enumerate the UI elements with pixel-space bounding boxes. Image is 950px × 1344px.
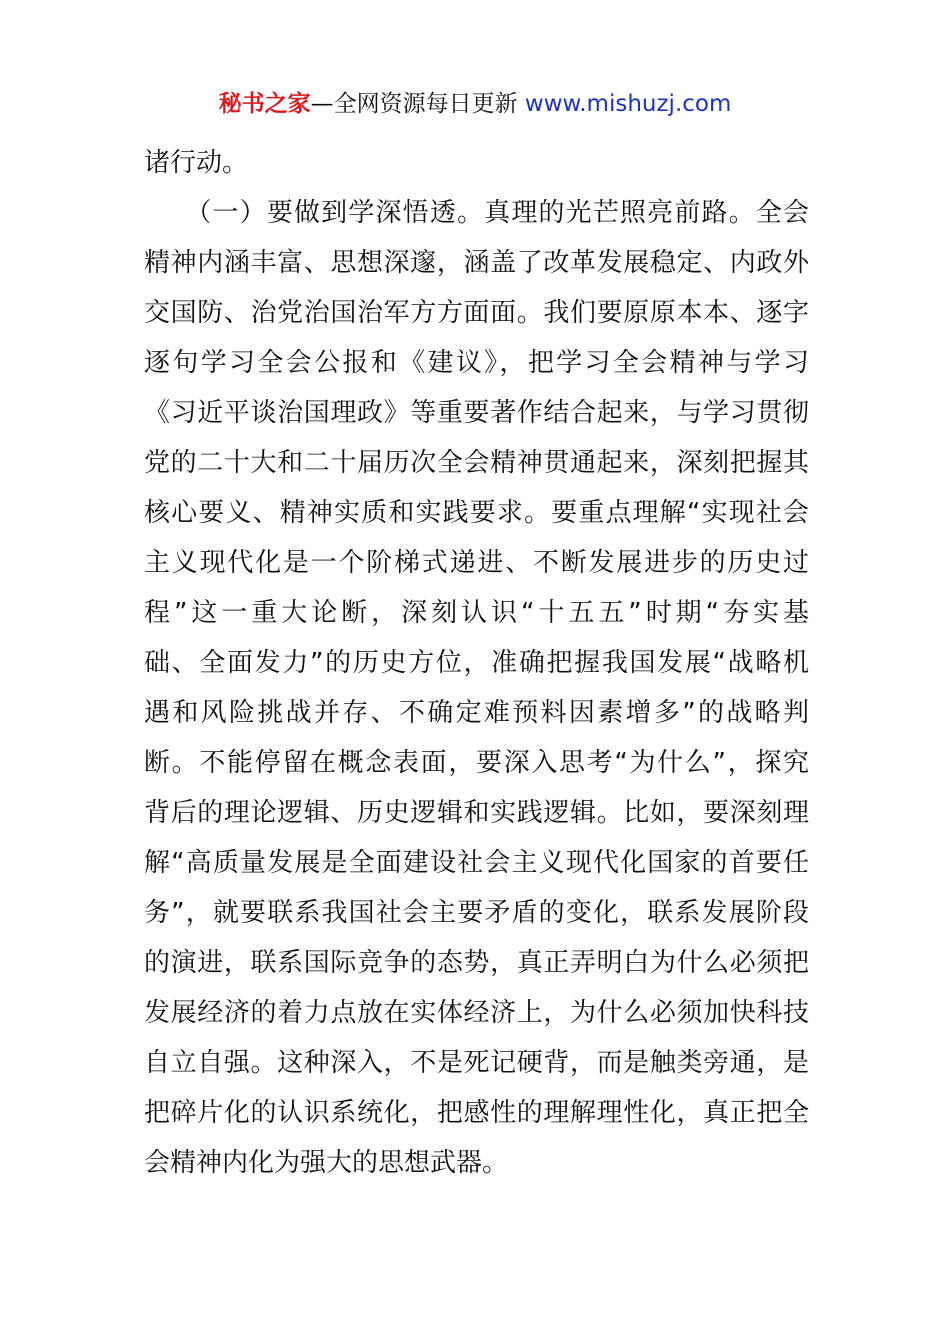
paragraph-line: （一）要做到学深悟透。真理的光芒照亮前路。全会	[144, 198, 809, 228]
paragraph-line: 诸行动。	[144, 148, 249, 178]
paragraph-line: 务”，就要联系我国社会主要矛盾的变化，联系发展阶段	[144, 898, 809, 928]
paragraph-line: 把碎片化的认识系统化，把感性的理解理性化，真正把全	[144, 1098, 809, 1128]
paragraph-line: 断。不能停留在概念表面，要深入思考“为什么”，探究	[144, 748, 809, 778]
header-site-url[interactable]: www.mishuzj.com	[524, 91, 732, 117]
paragraph-line: 会精神内化为强大的思想武器。	[144, 1148, 509, 1178]
paragraph-line: 《习近平谈治国理政》等重要著作结合起来，与学习贯彻	[144, 398, 809, 428]
paragraph-line: 程”这一重大论断，深刻认识“十五五”时期“夯实基	[144, 598, 809, 628]
paragraph-line: 精神内涵丰富、思想深邃，涵盖了改革发展稳定、内政外	[144, 248, 809, 278]
paragraph-line: 逐句学习全会公报和《建议》，把学习全会精神与学习	[144, 348, 809, 378]
paragraph-line: 的演进，联系国际竞争的态势，真正弄明白为什么必须把	[144, 948, 809, 978]
header-brand: 秘书之家	[218, 91, 311, 117]
paragraph-line: 交国防、治党治国治军方方面面。我们要原原本本、逐字	[144, 298, 809, 328]
paragraph-line: 主义现代化是一个阶梯式递进、不断发展进步的历史过	[144, 548, 809, 578]
paragraph-line: 自立自强。这种深入，不是死记硬背，而是触类旁通，是	[144, 1048, 809, 1078]
paragraph-line: 遇和风险挑战并存、不确定难预料因素增多”的战略判	[144, 698, 809, 728]
paragraph-line: 党的二十大和二十届历次全会精神贯通起来，深刻把握其	[144, 448, 809, 478]
paragraph-line: 背后的理论逻辑、历史逻辑和实践逻辑。比如，要深刻理	[144, 798, 809, 828]
header-slogan: —全网资源每日更新	[310, 91, 525, 117]
paragraph-line: 础、全面发力”的历史方位，准确把握我国发展“战略机	[144, 648, 809, 678]
paragraph-line: 发展经济的着力点放在实体经济上，为什么必须加快科技	[144, 998, 809, 1028]
paragraph-line: 解“高质量发展是全面建设社会主义现代化国家的首要任	[144, 848, 809, 878]
page-header	[0, 86, 950, 122]
document-body	[144, 138, 809, 1188]
paragraph-line: 核心要义、精神实质和实践要求。要重点理解“实现社会	[144, 498, 809, 528]
